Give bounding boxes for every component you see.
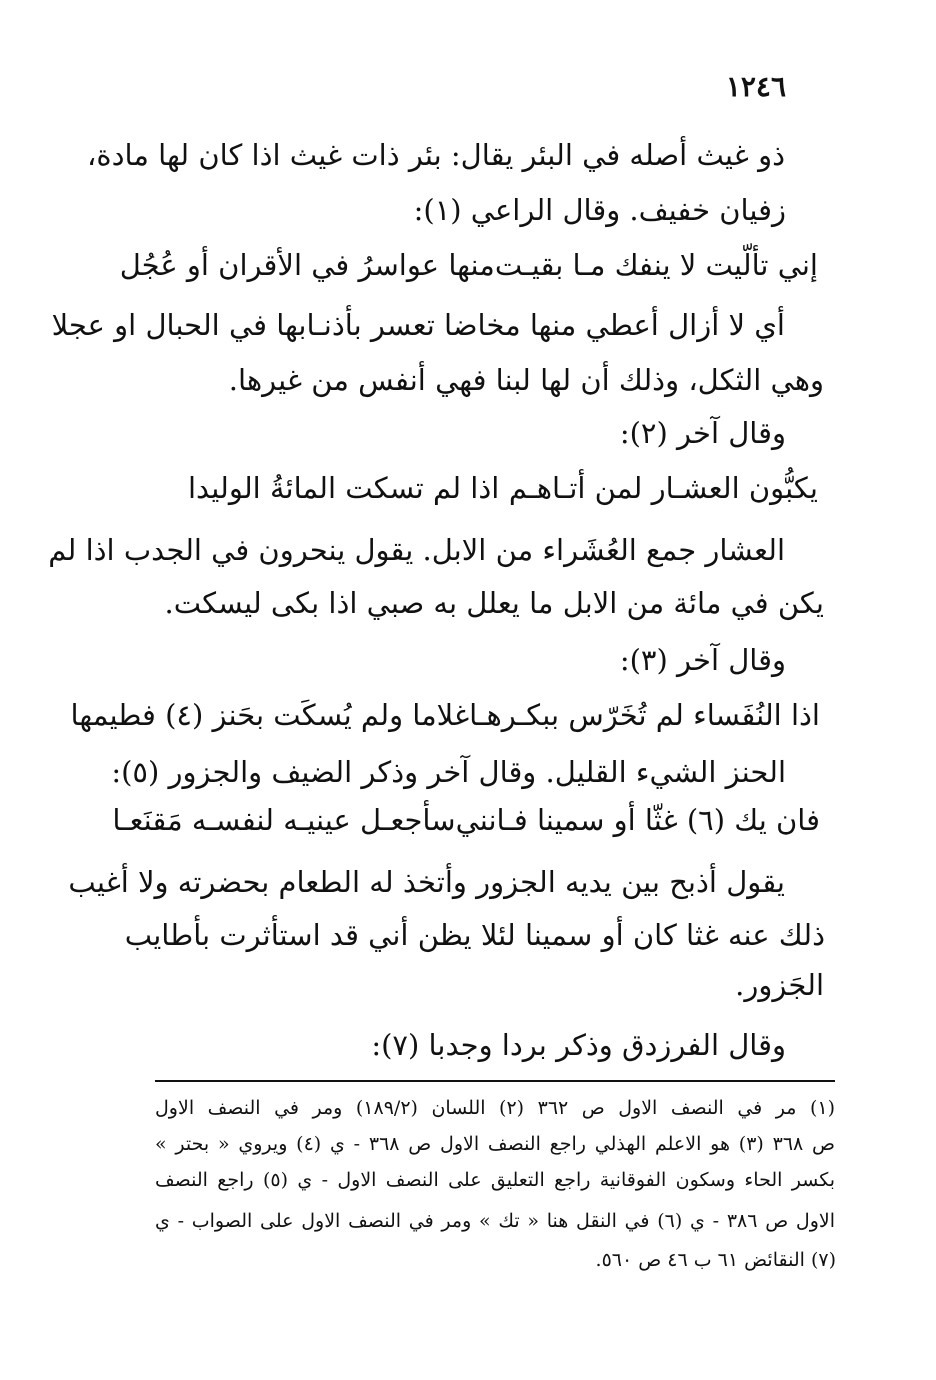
verse-hemistich-second: سأجعـل عينيـه لنفسـه مَقنَعـا — [112, 803, 456, 837]
body-line: ذو غيث أصله في البئر يقال: بئر ذات غيث اذا كان لها مادة، — [87, 138, 785, 172]
verse-line — [119, 245, 818, 285]
footnote-line: (٧) النقائض ٦١ ب ٤٦ ص ٥٦٠. — [595, 1249, 836, 1271]
verse-hemistich-first: فان يك (٦) غثّا أو سمينا فـانني — [455, 803, 820, 837]
body-line: أي لا أزال أعطي منها مخاضا تعسر بأذنـابها في الحبال او عجلا — [51, 308, 785, 342]
verse-hemistich-second: اذا لم تسكت المائةُ الوليدا — [188, 471, 500, 505]
footnote-line: ص ٣٦٨ (٣) هو الاعلم الهذلي راجع النصف الاول ص ٣٦٨ - ي (٤) ويروي « بحتر » — [155, 1133, 835, 1155]
verse-hemistich-first: اذا النُفَساء لم تُخَرّس ببكـرهـا — [469, 698, 820, 732]
body-line: ذلك عنه غثا كان أو سمينا لئلا يظن أني قد استأثرت بأطايب — [124, 918, 825, 952]
verse-hemistich-first: يكبُّون العشـار لمن أتـاهـم — [508, 471, 818, 505]
verse-hemistich-first: إني تألّيت لا ينفك مـا بقيـت — [494, 248, 818, 282]
body-line: العشار جمع العُشَراء من الابل. يقول ينحرون في الجدب اذا لم — [48, 533, 785, 567]
footnote-line: بكسر الحاء وسكون الفوقانية راجع التعليق على النصف الاول - ي (٥) راجع النصف — [155, 1169, 835, 1191]
body-line: يقول أذبح بين يديه الجزور وأتخذ له الطعام بحضرته ولا أغيب — [68, 865, 785, 899]
page-number: ١٢٤٦ — [725, 70, 786, 103]
verse-hemistich-second: منها عواسرُ في الأقران أو عُجُل — [119, 248, 495, 282]
verse-line — [188, 468, 818, 508]
footnote-line: الاول ص ٣٨٦ - ي (٦) في النقل هنا « تك » ومر في النصف الاول على الصواب - ي — [155, 1210, 835, 1232]
body-line: زفيان خفيف. وقال الراعي (١): — [413, 193, 786, 227]
body-line: وقال الفرزدق وذكر بردا وجدبا (٧): — [371, 1028, 786, 1062]
body-line: وقال آخر (٣): — [619, 643, 786, 677]
footnote-divider — [155, 1080, 835, 1082]
body-line: وهي الثكل، وذلك أن لها لبنا فهي أنفس من غيرها. — [228, 363, 824, 397]
body-line: الحنز الشيء القليل. وقال آخر وذكر الضيف والجزور (٥): — [111, 755, 786, 789]
footnote-line: (١) مر في النصف الاول ص ٣٦٢ (٢) اللسان (١٨٩/٢) ومر في النصف الاول — [155, 1097, 835, 1119]
verse-hemistich-second: غلاما ولم يُسكَت بحَنز (٤) فطيمها — [70, 698, 470, 732]
body-line: وقال آخر (٢): — [619, 416, 786, 450]
verse-line — [112, 800, 820, 840]
verse-line — [70, 695, 820, 735]
body-line: الجَزور. — [735, 968, 824, 1002]
body-line: يكن في مائة من الابل ما يعلل به صبي اذا بكى ليسكت. — [164, 586, 824, 620]
